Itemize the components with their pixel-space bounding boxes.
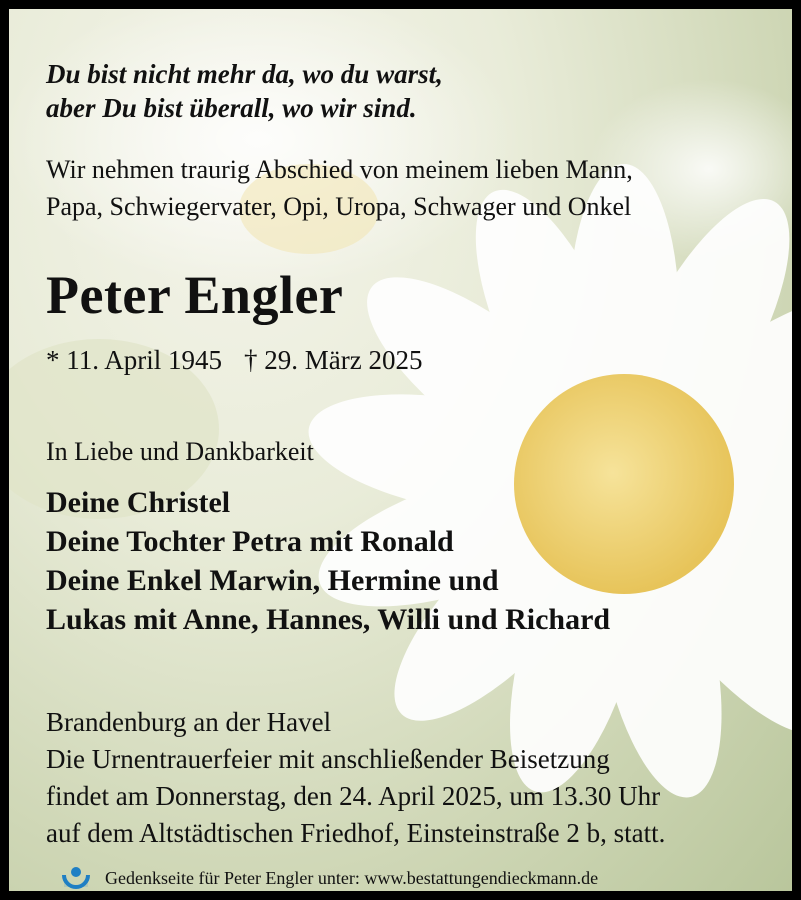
place-name: Brandenburg an der Havel — [46, 707, 332, 737]
intro-text — [46, 151, 633, 225]
funeral-home-logo-icon — [59, 861, 93, 895]
memorial-page-link[interactable]: Gedenkseite für Peter Engler unter: www.bestattungendieckmann.de — [105, 867, 599, 888]
mourner-line: Deine Christel — [46, 486, 231, 519]
memorial-footer — [59, 861, 598, 895]
ceremony-line: findet am Donnerstag, den 24. April 2025, um 13.30 Uhr — [46, 781, 661, 811]
intro-line: Wir nehmen traurig Abschied von meinem lieben Mann, — [46, 155, 633, 184]
gratitude-line: In Liebe und Dankbarkeit — [46, 437, 314, 466]
life-dates — [46, 345, 422, 376]
deceased-name: Peter Engler — [46, 265, 344, 325]
motto-line: aber Du bist überall, wo wir sind. — [46, 93, 417, 123]
mourner-line: Deine Tochter Petra mit Ronald — [46, 525, 454, 558]
ceremony-info — [46, 704, 665, 852]
mourner-line: Deine Enkel Marwin, Hermine und — [46, 564, 499, 597]
ceremony-line: Die Urnentrauerfeier mit anschließender Beisetzung — [46, 744, 610, 774]
death-date: † 29. März 2025 — [244, 345, 423, 375]
birth-date: * 11. April 1945 — [46, 345, 223, 375]
motto — [46, 57, 443, 125]
mourner-line: Lukas mit Anne, Hannes, Willi und Richard — [46, 603, 611, 636]
intro-line: Papa, Schwiegervater, Opi, Uropa, Schwager und Onkel — [46, 192, 632, 221]
mourners-list — [46, 483, 610, 639]
motto-line: Du bist nicht mehr da, wo du warst, — [46, 59, 443, 89]
ceremony-line: auf dem Altstädtischen Friedhof, Einsteinstraße 2 b, statt. — [46, 818, 666, 848]
